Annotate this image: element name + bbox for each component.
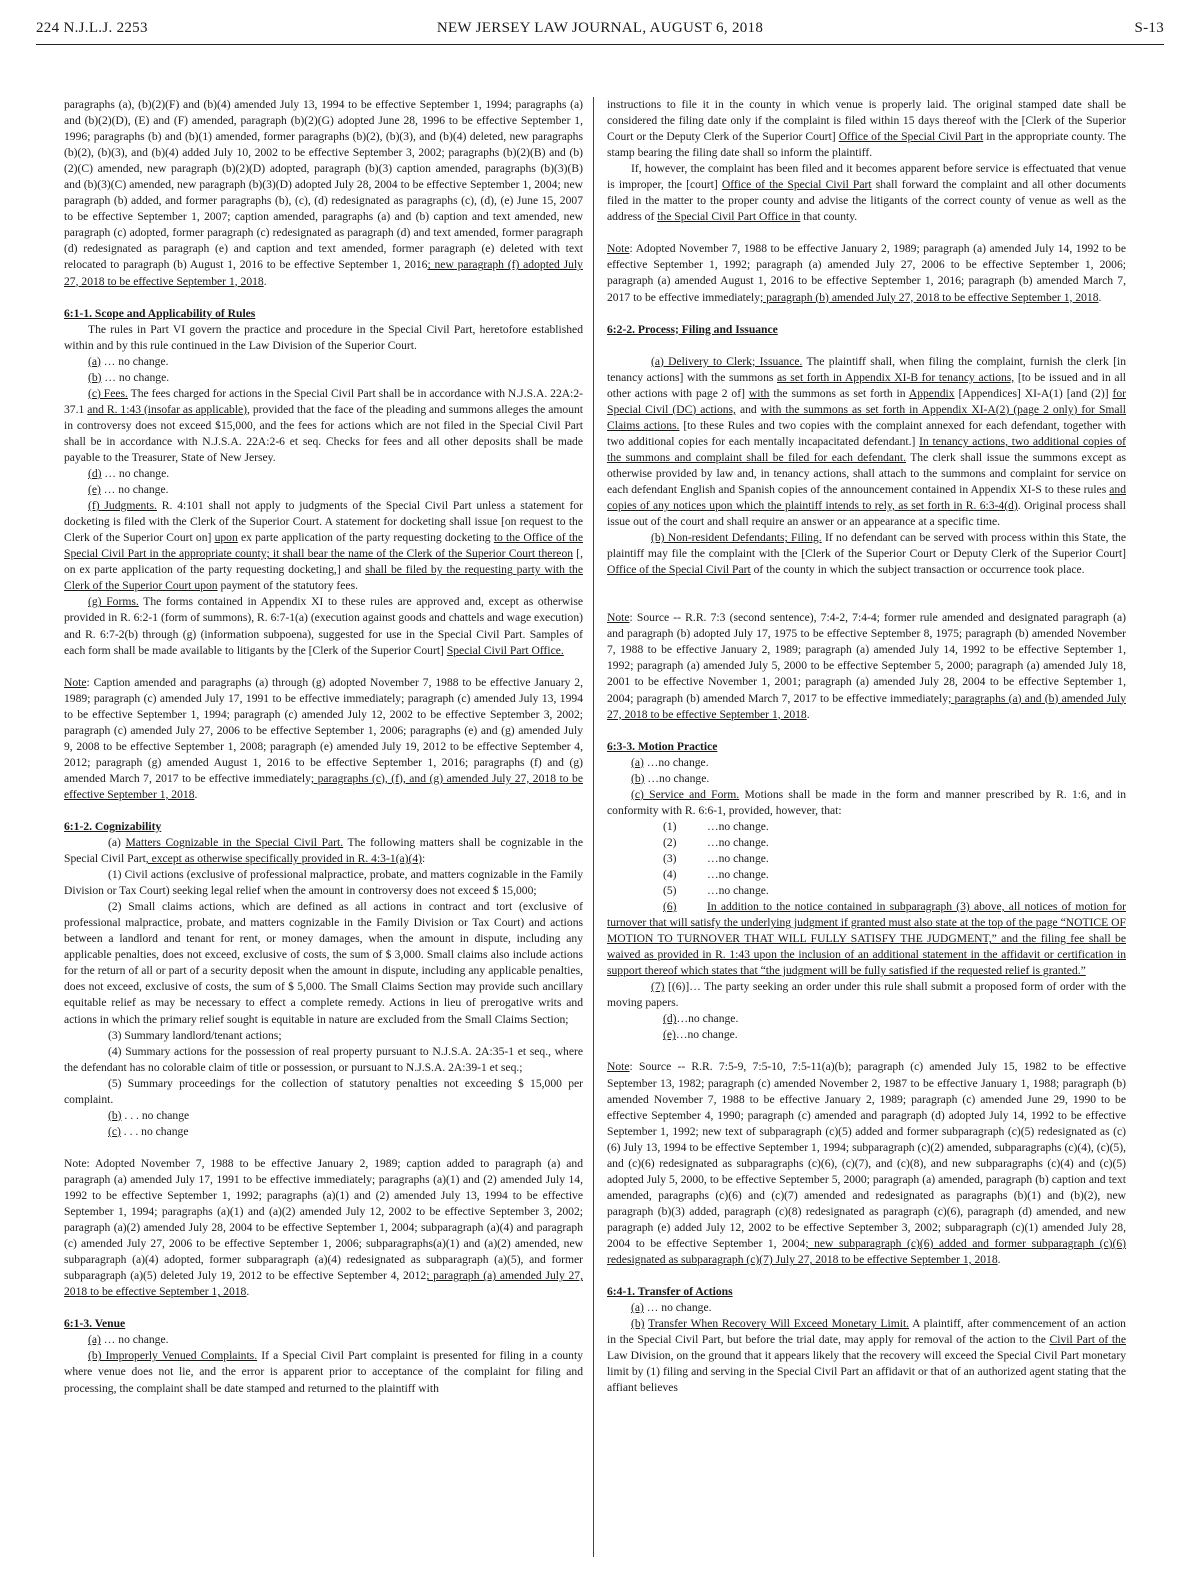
note-6-1-2: Note: Adopted November 7, 1988 to be effective January 2, 1989; caption added to paragraph (a) and paragraph (a) amended July 17, 1991 to be effective immediately; paragraphs (a)(1) and (2) amended July 14, 1992 to be effective September 1, 1992; paragraphs (a)(1) and (2) amended July 13, 1994 to be effective September 1, 1994; paragraphs (a)(1) and (a)(2) amended July 12, 2002 to be effective September 3, 2002; paragraph (a)(2) amended July 28, 2004 to be effective September 1, 2004; subparagraph (a)(4) and paragraph (c) amended July 27, 2006 to be effective September 1, 2006; subparagraphs(a)(1) and (a)(2) amended, new subparagraph (a)(4) adopted, former subparagraph (a)(4) redesignated as subparagraph (a)(5), and former subparagraph (a)(5) deleted July 19, 2012 to be effective September 4, 2012; paragraph (a) amended July 27, 2018 to be effective September 1, 2018. (64, 1156, 583, 1299)
page-header (36, 18, 1164, 42)
paragraph-a: (a) … no change. (88, 354, 169, 368)
venue-improper-after-filing: If, however, the complaint has been filed and it becomes apparent before service is effectuated that venue is improper, the [court] Office of the Special Civil Part shall forward the complaint and all other documents filed in the matter to the proper county and advise the litigants of the correct county of venue as well as the address of the Special Civil Part Office in that county. (607, 162, 1127, 224)
rule-heading-6-1-1: 6:1-1. Scope and Applicability of Rules (64, 306, 256, 320)
note-6-1-1: Note: Caption amended and paragraphs (a) through (g) adopted November 7, 1988 to be effective January 2, 1989; paragraph (c) amended July 17, 1991 to be effective immediately; paragraph (c) amended July 13, 1994 to be effective September 1, 1994; paragraph (c) amended July 12, 2002 to be effective September 3, 2002; paragraph (c) amended July 27, 2006 to be effective September 1, 2006; paragraphs (e) and (g) amended July 9, 2008 to be effective September 1, 2008; paragraph (e) amended July 19, 2012 to be effective September 4, 2012; paragraph (g) amended August 1, 2016 to be effective September 1, 2016; paragraphs (f) and (g) amended March 7, 2017 to be effective immediately; paragraphs (c), (f), and (g) amended July 27, 2018 to be effective September 1, 2018. (64, 675, 583, 801)
subparagraph-2: (2) …no change. (663, 835, 769, 849)
left-column (64, 97, 583, 1397)
paragraph-e: (e)…no change. (663, 1028, 738, 1042)
paragraph-a: (a) … no change. (631, 1301, 712, 1315)
subparagraph-3: (3) Summary landlord/tenant actions; (108, 1028, 282, 1042)
subparagraph-2: (2) Small claims actions, which are defined as all actions in contract and tort (exclusive of professional malpractice, probate, and matters cognizable in the Family Division or Tax Court) and actions between a landlord and tenant for rent, or money damages, when the amount in dispute, including any applicable penalties, does not exceed, exclusive of costs, the sum of $ 3,000. Small claims also include actions for the return of all or part of a security deposit when the amount in dispute, including any applicable penalties, does not exceed, exclusive of costs, the sum of $ 5,000. The Small Claims Section may provide such ancillary equitable relief as may be necessary to effect a complete remedy. Actions in lieu of prerogative writs and actions in which the primary relief sought is equitable in nature are excluded from the Small Claims Section; (64, 900, 583, 1026)
paragraph-b-improper-venue: (b) Improperly Venued Complaints. If a Special Civil Part complaint is presented for filing in a county where venue does not lie, and the error is apparent prior to acceptance of the complaint for filing and processing, the complaint shall be date stamped and returned to the plaintiff with (64, 1349, 583, 1395)
rule-heading-6-1-3: 6:1-3. Venue (64, 1317, 126, 1331)
paragraph-a: (a) … no change. (88, 1333, 169, 1347)
paragraph-b-nonresident: (b) Non-resident Defendants; Filing. If no defendant can be served with process within this State, the plaintiff may file the complaint with the [Clerk of the Superior Court or Deputy Clerk of the Superior Court] Office of the Special Civil Part of the county in which the subject transaction or occurrence took place. (607, 531, 1126, 577)
paragraph-c-service: (c) Service and Form. Motions shall be made in the form and manner prescribed by R. 1:6, and in conformity with R. 6:6-1, provided, however, that: (607, 787, 1127, 817)
note-6-3-3: Note: Source -- R.R. 7:5-9, 7:5-10, 7:5-11(a)(b); paragraph (c) amended July 15, 1982 to be effective September 13, 1982; paragraph (c) amended November 2, 1987 to be effective January 1, 1988; paragraph (b) amended November 7, 1988 to be effective January 2, 1989; paragraph (c) amended June 29, 1990 to be effective September 4, 1990; paragraph (c) amended and paragraph (d) adopted July 14, 1992 to be effective September 1, 1992; new text of subparagraph (c)(5) added and former subparagraph (c)(5) redesignated as (c)(6) July 13, 1994 to be effective September 1, 1994; subparagraph (c)(2) amended, subparagraphs (c)(4), (c)(5), and (c)(6) redesignated as subparagraphs (c)(6), (c)(7), and (c)(8), and new subparagraphs (c)(4) and (c)(5) adopted July 5, 2000, to be effective September 5, 2000; paragraph (a) amended, paragraph (b) caption and text amended, paragraphs (c)(6) and (c)(7) amended and redesignated as paragraphs (b)(1) and (b)(2), new paragraph (b)(3) added, paragraph (c)(8) redesignated as paragraph (c)(6), paragraph (d) amended, and new paragraph (e) added July 12, 2002 to be effective September 3, 2002; subparagraph (c)(1) amended July 28, 2004 to be effective September 1, 2004; new subparagraph (c)(6) added and former subparagraph (c)(6) redesignated as subparagraph (c)(7) July 27, 2018 to be effective September 1, 2018. (607, 1060, 1126, 1267)
paragraph-b: (b) … no change. (88, 370, 170, 384)
paragraph-c: (c) . . . no change (108, 1124, 189, 1138)
paragraph-d: (d) … no change. (88, 467, 170, 481)
rule-heading-6-4-1: 6:4-1. Transfer of Actions (607, 1285, 733, 1299)
paragraph-a: (a) …no change. (631, 755, 709, 769)
subparagraph-1: (1) Civil actions (exclusive of professional malpractice, probate, and matters cognizable in the Family Division or Tax Court) seeking legal relief when the amount in controversy does not exceed $ 15,000; (64, 868, 583, 898)
paragraph-a-delivery: (a) Delivery to Clerk; Issuance. The plaintiff shall, when filing the complaint, furnish the clerk [in tenancy actions] with the summons as set forth in Appendix XI-B for tenancy actions, [to be issued and in all other actions with page 2 of] with the summons as set forth in Appendix [Appendices] XI-A(1) [and (2)] for Special Civil (DC) actions, and with the summons as set forth in Appendix XI-A(2) (page 2 only) for Small Claims actions. [to these Rules and two copies with the complaint annexed for each defendant, together with two additional copies for each mentally incapacitated defendant.] In tenancy actions, two additional copies of the summons and complaint shall be filed for each defendant. The clerk shall issue the summons except as otherwise provided by law and, in tenancy actions, shall attach to the summons and complaint for service on each defendant English and Spanish copies of the announcement contained in Appendix XI-S to these rules and copies of any notices upon which the plaintiff intends to rely, as set forth in R. 6:3-4(d). Original process shall issue out of the court and shall require an answer or an appearance at a specific time. (607, 354, 1127, 529)
header-citation: 224 N.J.L.J. 2253 (36, 20, 148, 36)
note-6-2-2: Note: Source -- R.R. 7:3 (second sentence), 7:4-2, 7:4-4; former rule amended and designated paragraph (a) and paragraph (b) adopted July 17, 1975 to be effective September 8, 1975; paragraph (b) amended November 7, 1988 to be effective January 2, 1989; paragraph (a) amended July 14, 1992 to be effective September 1, 1992; paragraph (a) amended July 5, 2000 to be effective September 5, 2000; paragraph (a) amended July 18, 2001 to be effective November 1, 2001; paragraph (a) amended July 28, 2004 to be effective September 1, 2004; paragraph (b) amended March 7, 2017 to be effective immediately; paragraphs (a) and (b) amended July 27, 2018 to be effective September 1, 2018. (607, 611, 1126, 721)
rule-text: The rules in Part VI govern the practice and procedure in the Special Civil Part, heretofore established within and by this rule continued in the Law Division of the Superior Court. (64, 322, 583, 352)
rule-heading-6-3-3: 6:3-3. Motion Practice (607, 739, 718, 753)
history-note-continued: paragraphs (a), (b)(2)(F) and (b)(4) amended July 13, 1994 to be effective September 1, 1994; paragraphs (a) and (b)(2)(D), (E) and (F) amended, paragraph (b)(2)(G) adopted June 28, 1996 to be effective September 1, 1996; paragraphs (b) and (b)(1) amended, former paragraphs (b)(2), (b)(3), and (b)(4) deleted, new paragraphs (b)(2), (b)(3), and (b)(4) added July 10, 2002 to be effective September 3, 2002; paragraphs (b)(2)(B) and (b)(2)(C) amended, new paragraph (b)(2)(D) adopted, paragraph (b)(3) caption amended, paragraphs (b)(3)(B) and (b)(3)(C) amended, new paragraph (b)(3)(D) adopted July 28, 2004 to be effective September 1, 2004; new paragraph (b) added, and former paragraphs (b), (c), (d) redesignated as paragraphs (c), (d), (e) June 15, 2007 to be effective September 1, 2007; caption amended, paragraphs (a) and (b) caption and text amended, new paragraph (c) adopted, former paragraph (c) redesignated as paragraph (d) and text amended, former paragraph (d) redesignated as paragraph (e) and caption and text amended, former paragraph (e) deleted with text relocated to paragraph (b) August 1, 2016 to be effective September 1, 2016; new paragraph (f) adopted July 27, 2018 to be effective September 1, 2018. (64, 98, 583, 288)
paragraph-c-fees: (c) Fees. The fees charged for actions in the Special Civil Part shall be in accordance with N.J.S.A. 22A:2-37.1 and R. 1:43 (insofar as applicable), provided that the face of the pleading and summons alleges the amount in controversy does not exceed $15,000, and the fees for actions which are not filed in the Special Civil Part shall be in accordance with N.J.S.A. 22A:2-6 et seq. Checks for fees and all other deposits shall be made payable to the Treasurer, State of New Jersey. (64, 386, 584, 464)
paragraph-b: (b) . . . no change (108, 1108, 190, 1122)
subparagraph-1: (1) …no change. (663, 819, 769, 833)
subparagraph-4: (4) …no change. (663, 867, 769, 881)
rule-heading-6-1-2: 6:1-2. Cognizability (64, 819, 162, 833)
paragraph-e: (e) … no change. (88, 483, 169, 497)
subparagraph-3: (3) …no change. (663, 851, 769, 865)
paragraph-d: (d)…no change. (663, 1012, 739, 1026)
venue-continued: instructions to file it in the county in which venue is properly laid. The original stamped date shall be considered the filing date only if the complaint is filed within 15 days thereof with the [Clerk of the Superior Court or the Deputy Clerk of the Superior Court] Office of the Special Civil Part in the appropriate county. The stamp bearing the filing date shall so inform the plaintiff. (607, 98, 1126, 160)
note-6-1-3: Note: Adopted November 7, 1988 to be effective January 2, 1989; paragraph (a) amended July 14, 1992 to be effective September 1, 1992; paragraph (a) amended July 27, 2006 to be effective September 1, 2006; paragraph (a) amended August 1, 2016 to be effective September 1, 2016; paragraph (b) amended March 7, 2017 to be effective immediately; paragraph (b) amended July 27, 2018 to be effective September 1, 2018. (607, 242, 1126, 304)
header-rule (36, 44, 1164, 45)
paragraph-g-forms: (g) Forms. The forms contained in Appendix XI to these rules are approved and, except as otherwise provided in R. 6:2-1 (form of summons), R. 6:7-1(a) (execution against goods and chattels and wage execution) and R. 6:7-2(b) through (g) (information subpoena), suggested for use in the Special Civil Part. Samples of each form shall be made available to litigants by the [Clerk of the Superior Court] Special Civil Part Office. (64, 595, 583, 657)
header-page-number: S-13 (1134, 20, 1164, 36)
subparagraph-4: (4) Summary actions for the possession of real property pursuant to N.J.S.A. 2A:35-1 et seq., where the defendant has no colorable claim of title or possession, or pursuant to N.J.S.A. 2A:39-1 et seq.; (64, 1044, 583, 1074)
subparagraph-6: (6) In addition to the notice contained in subparagraph (3) above, all notices of motion for turnover that will satisfy the underlying judgment if granted must also state at the top of the page “NOTICE OF MOTION TO TURNOVER THAT WILL FULLY SATISFY THE JUDGMENT,” and the filing fee shall be waived as provided in R. 1:43 upon the inclusion of an additional statement in the affidavit or certification in support thereof which states that “the judgment will be fully satisfied if the requested relief is granted.” (607, 900, 1126, 978)
paragraph-b-transfer: (b) Transfer When Recovery Will Exceed Monetary Limit. A plaintiff, after commencement of an action in the Special Civil Part, but before the trial date, may apply for removal of the action to the Civil Part of the Law Division, on the ground that it appears likely that the recovery will exceed the Special Civil Part monetary limit by (1) filing and serving in the Special Civil Part an affidavit or that of an authorized agent stating that the affiant believes (607, 1317, 1126, 1395)
column-separator (593, 97, 594, 1557)
paragraph-f-judgments: (f) Judgments. R. 4:101 shall not apply to judgments of the Special Civil Part unless a statement for docketing is filed with the Clerk of the Superior Court. A statement for docketing shall issue [on request to the Clerk of the Superior Court on] upon ex parte application of the party requesting docketing to the Office of the Special Civil Part in the appropriate county; it shall bear the name of the Clerk of the Superior Court thereon [, on ex parte application of the party requesting docketing,] and shall be filed by the requesting party with the Clerk of the Superior Court upon payment of the statutory fees. (64, 499, 584, 593)
paragraph-b: (b) …no change. (631, 771, 710, 785)
subparagraph-5: (5) Summary proceedings for the collection of statutory penalties not exceeding $ 15,000 per complaint. (64, 1076, 583, 1106)
subparagraph-7: (7) [(6)]… The party seeking an order under this rule shall submit a proposed form of order with the moving papers. (607, 980, 1126, 1010)
paragraph-a-cognizable: (a) Matters Cognizable in the Special Civil Part. The following matters shall be cognizable in the Special Civil Part, except as otherwise specifically provided in R. 4:3-1(a)(4): (64, 836, 583, 866)
subparagraph-5: (5) …no change. (663, 884, 769, 898)
right-column (607, 97, 1126, 1396)
rule-heading-6-2-2: 6:2-2. Process; Filing and Issuance (607, 322, 778, 336)
header-publication: NEW JERSEY LAW JOURNAL, AUGUST 6, 2018 (436, 20, 764, 36)
